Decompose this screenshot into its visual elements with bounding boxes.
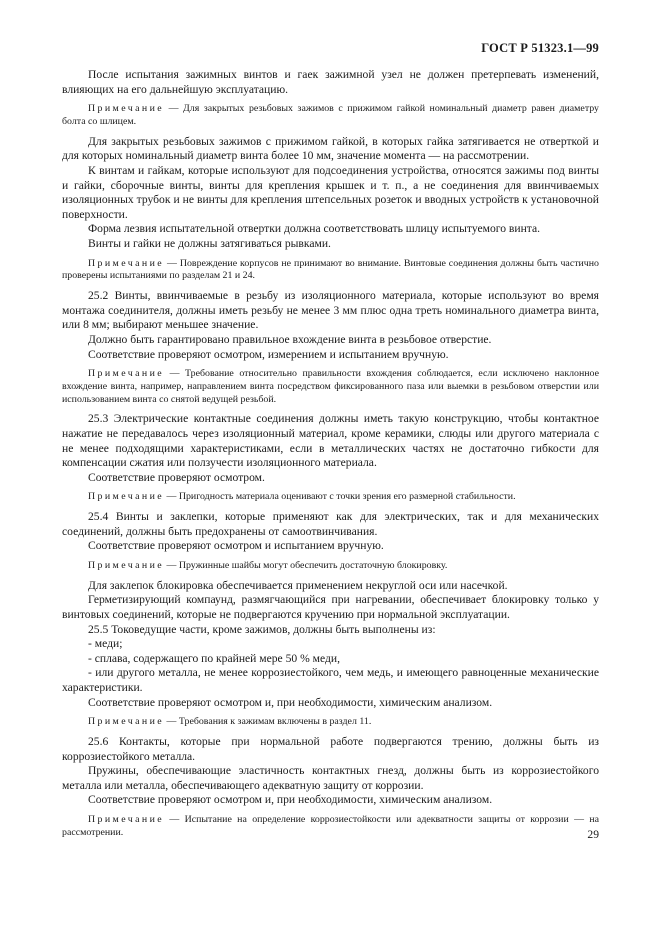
paragraph: 25.5 Токоведущие части, кроме зажимов, должны быть выполнены из: (88, 622, 436, 636)
note (62, 716, 599, 729)
paragraph: 25.6 Контакты, которые при нормальной работе подвергаются трению, должны быть из коррозиестойкого металла. (62, 734, 599, 763)
note-text: — Пружинные шайбы могут обеспечить достаточную блокировку. (164, 560, 448, 572)
note-label: Примечание (88, 257, 165, 269)
paragraph: 25.2 Винты, ввинчиваемые в резьбу из изоляционного материала, которые используют во время монтажа соединителя, должны иметь резьбу не менее 3 мм плюс одна треть номинального диаметра винта, или 8 мм; выбирают меньшее значение. (62, 289, 599, 332)
paragraph: Форма лезвия испытательной отвертки должна соответствовать шлицу испытуемого винта. (88, 222, 541, 236)
paragraph: Винты и гайки не должны затягиваться рывками. (88, 236, 331, 250)
page-number: 29 (587, 828, 599, 841)
paragraph: 25.4 Винты и заклепки, которые применяют как для электрических, так и для механических соединений, должны быть предохранены от самоотвинчивания. (62, 510, 599, 538)
document-body (62, 68, 599, 846)
paragraph: Соответствие проверяют осмотром и испытанием вручную. (88, 539, 384, 553)
note-label: Примечание (88, 103, 165, 115)
paragraph: Для заклепок блокировка обеспечивается применением некруглой оси или насечкой. (88, 578, 508, 592)
note (62, 103, 599, 129)
note (62, 491, 599, 504)
note-label: Примечание (88, 560, 165, 572)
paragraph: Соответствие проверяют осмотром и, при необходимости, химическим анализом. (88, 793, 493, 807)
note-text: — Требование относительно правильности вхождения соблюдается, если исключено наклонное вхождение винта, например, направлением винта посредством фиксированного паза или выемки в резьбовом отверстии или использованием винта со снятой ведущей резьбой. (62, 368, 599, 405)
paragraph: Герметизирующий компаунд, размягчающийся при нагревании, обеспечивает блокировку только у винтовых соединений, которые не подвергаются кручению при нормальной эксплуатации. (62, 593, 599, 622)
paragraph: 25.3 Электрические контактные соединения должны иметь такую конструкцию, чтобы контактное нажатие не передавалось через изоляционный материал, кроме керамики, слюды или другого материала с не менее подходящими характеристиками, если в металлических частях не достаточно гибкости для компенсации сжатия или ползучести изоляционного материала. (62, 412, 599, 470)
paragraph: К винтам и гайкам, которые используют для подсоединения устройства, относятся зажимы под винты и гайки, сборочные винты, винты для крепления крышек и т. п., а не соединения для ввинчиваемых изоляционных трубок и не винты для крепления штепсельных розеток и вводных устройств к установочной поверхности. (62, 163, 599, 221)
list-item: - сплава, содержащего по крайней мере 50 % меди, (88, 651, 340, 665)
note-text: — Повреждение корпусов не принимают во внимание. Винтовые соединения должны быть частично проверены испытаниями по разделам 21 и 24. (62, 257, 599, 282)
paragraph: После испытания зажимных винтов и гаек зажимной узел не должен претерпевать изменений, влияющих на его дальнейшую эксплуатацию. (62, 68, 599, 96)
note (62, 560, 599, 573)
paragraph: Для закрытых резьбовых зажимов с прижимом гайкой, в которых гайка затягивается не отверткой и для которых номинальный диаметр винта более 10 мм, значение момента — на рассмотрении. (62, 134, 599, 163)
list-item: - меди; (88, 637, 123, 651)
paragraph: Соответствие проверяют осмотром, измерением и испытанием вручную. (88, 347, 449, 361)
note-label: Примечание (88, 813, 165, 825)
note-label: Примечание (88, 368, 165, 380)
note-text: — Испытание на определение коррозиестойкости или адекватности защиты от коррозии — на рассмотрении. (62, 813, 599, 838)
note-label: Примечание (88, 716, 165, 728)
note-label: Примечание (88, 491, 165, 503)
paragraph: Соответствие проверяют осмотром. (88, 470, 265, 484)
document-id: ГОСТ Р 51323.1—99 (481, 41, 599, 55)
note-text: — Пригодность материала оценивают с точки зрения его размерной стабильности. (164, 491, 516, 503)
note (62, 814, 599, 840)
paragraph: Соответствие проверяют осмотром и, при необходимости, химическим анализом. (88, 695, 493, 709)
list-item: - или другого металла, не менее коррозиестойкого, чем медь, и имеющего равноценные механические характеристики. (62, 666, 599, 694)
note (62, 258, 599, 284)
paragraph: Должно быть гарантировано правильное вхождение винта в резьбовое отверстие. (88, 332, 492, 346)
note (62, 368, 599, 406)
note-text: — Для закрытых резьбовых зажимов с прижимом гайкой номинальный диаметр равен диаметру болта со шлицем. (62, 103, 599, 127)
paragraph: Пружины, обеспечивающие эластичность контактных гнезд, должны быть из коррозиестойкого металла или металла, обеспечивающего адекватную защиту от коррозии. (62, 764, 599, 792)
note-text: — Требования к зажимам включены в раздел 11. (164, 716, 372, 728)
